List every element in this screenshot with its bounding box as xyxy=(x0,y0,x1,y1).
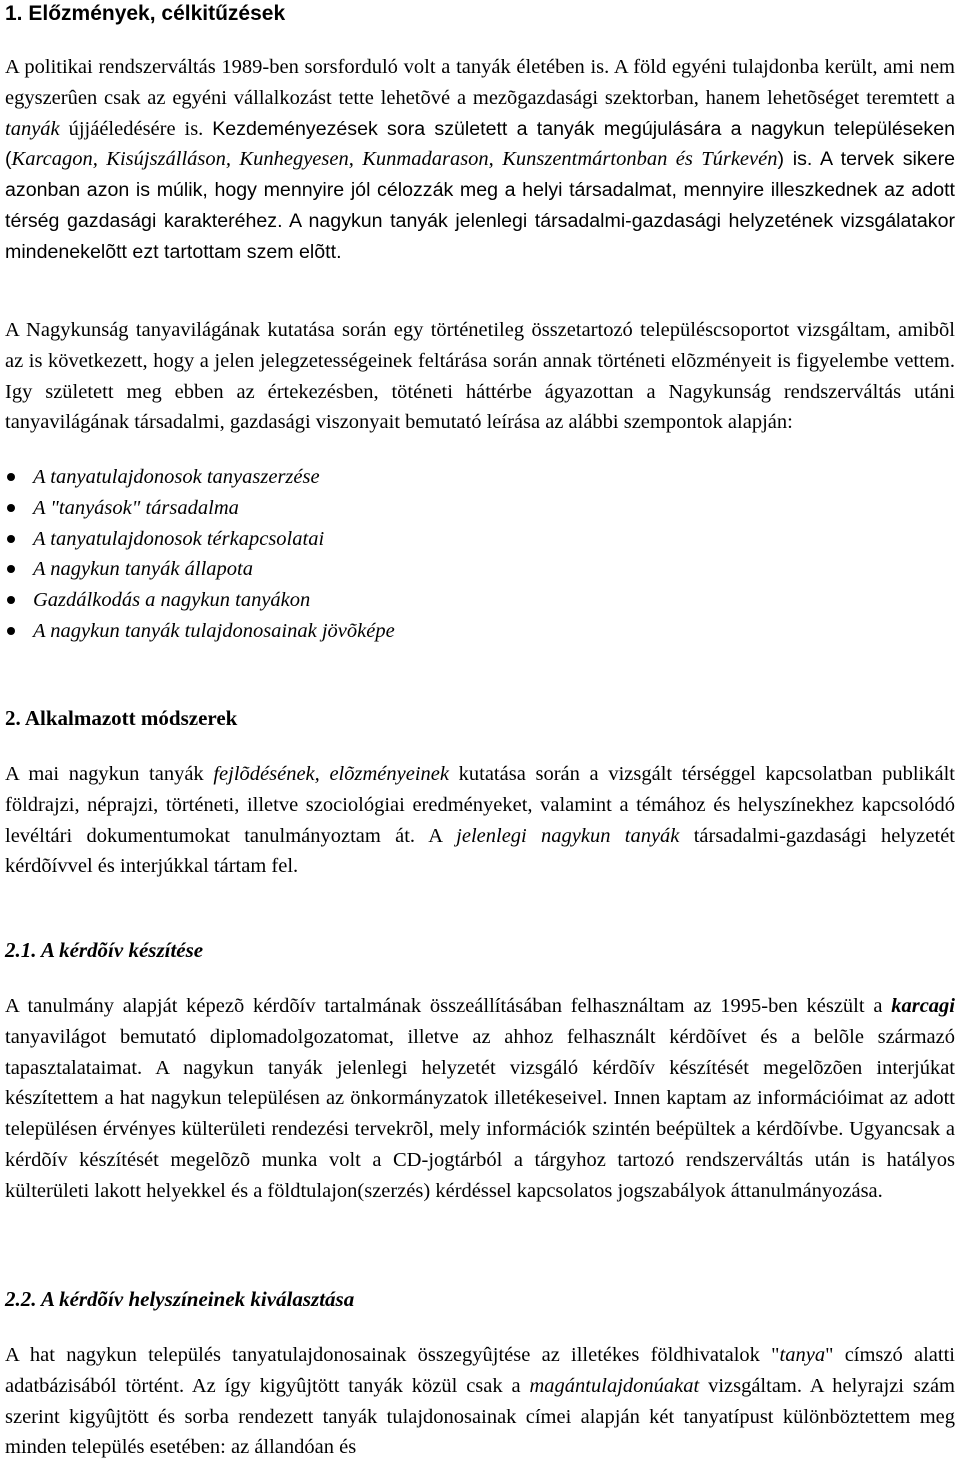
list-item-text: A tanyatulajdonosok térkapcsolatai xyxy=(33,527,325,550)
p1-text-1: A politikai rendszerváltás 1989-ben sorsforduló volt a tanyák életében is. A föld egyéni tulajdonba került, ami nem egyszerûen csak az egyéni vállalkozást tette lehetõvé a mezõgazdasági szektorban, hanem lehetõséget teremtett a xyxy=(5,56,955,109)
list-item-text: A nagykun tanyák állapota xyxy=(33,558,253,581)
list-item xyxy=(5,462,395,493)
s22-text-c: vizsgáltam. A helyrajzi szám szerint kigyûjtött és sorba rendezett tanyák tulajdonosainak címei alapján két tanyatípust különböztettem meg minden település esetében: az állandóan és xyxy=(5,1374,955,1459)
s21-bold-italic-karcagi: karcagi xyxy=(891,995,955,1017)
list-item xyxy=(5,493,395,524)
s21-text-a: A tanulmány alapját képezõ kérdõív tartalmának összeállításában felhasználtam az 1995-ben készült a xyxy=(5,995,892,1017)
s2p1-italic-b: jelenlegi nagykun tanyák xyxy=(456,824,680,847)
list-item-text: A nagykun tanyák tulajdonosainak jövõképe xyxy=(33,619,395,642)
bullet-icon xyxy=(7,627,15,635)
section-2-1-heading: 2.1. A kérdõív készítése xyxy=(5,938,204,962)
p1-text-2-main: Kezdeményezések sora született a tanyák megújulására a nagykun településeken ( xyxy=(5,117,955,171)
aspects-list xyxy=(5,462,395,647)
s22-italic-tanya: tanya xyxy=(779,1344,826,1366)
list-item xyxy=(5,554,395,585)
bullet-icon xyxy=(7,596,15,604)
list-item xyxy=(5,524,395,555)
list-item-text: Gazdálkodás a nagykun tanyákon xyxy=(33,589,311,612)
s2p1-text-a: A mai nagykun tanyák xyxy=(5,763,214,785)
section-2-2-paragraph xyxy=(5,1340,955,1463)
bullet-icon xyxy=(7,504,15,512)
p1-italic-tanyak: tanyák xyxy=(5,117,60,140)
s2p1-italic-a: fejlõdésének, elõzményeinek xyxy=(213,763,449,785)
bullet-icon xyxy=(7,473,15,481)
list-item-text: A tanyatulajdonosok tanyaszerzése xyxy=(33,466,320,488)
section-2-1-paragraph xyxy=(5,991,955,1207)
bullet-icon xyxy=(7,565,15,573)
s2p1-text-c: társadalmi-gazdasági helyzetét kérdõívvel és interjúkkal tártam fel. xyxy=(5,824,955,878)
p1-text-3: A tervek sikere azonban azon is múlik, hogy mennyire jól célozzák meg a helyi társadalmat, mennyire illeszkednek az adott térség gazdasági karakteréhez. A nagykun tanyák jelenlegi társadalmi-gazdasági helyzetének vizsgálatakor mindenekelõtt ezt tartottam szem elõtt. xyxy=(5,148,955,263)
section-2-2-heading: 2.2. A kérdõív helyszíneinek kiválasztása xyxy=(5,1287,355,1311)
s22-text-b: " címszó alatti adatbázisából történt. Az így kigyûjtött tanyák közül csak a xyxy=(5,1344,955,1397)
section-2-paragraph-1 xyxy=(5,759,955,882)
p1-italic-towns: Karcagon, Kisújszálláson, Kunhegyesen, Kunmadarason, Kunszentmártonban és Túrkevén xyxy=(11,148,778,171)
s2p1-text-b: kutatása során a vizsgált térséggel kapcsolatban publikált földrajzi, néprajzi, történeti, illetve szociológiai eredményeket, valamint a témához és helyszínekhez kapcsolódó levéltári dokumentumokat tanulmányoztam át. A xyxy=(5,763,955,847)
s22-text-a: A hat nagykun település tanyatulajdonosainak összegyûjtése az illetékes földhivatalok " xyxy=(5,1344,780,1366)
s21-text-b: tanyavilágot bemutató diplomadolgozatomat, illetve az ahhoz felhasznált kérdõívet és a belõle származó tapasztalataimat. A nagykun tanyák jelenlegi helyzetét vizsgáló kérdõív készítését megelõzõen interjúkat készítettem a hat nagykun településen az önkormányzatok illetékeseivel. Innen kaptam az információimat az adott településen érvényes külterületi rendezési tervekrõl, mely információk szintén beépültek a kérdõívbe. Ugyancsak a kérdõív készítését megelõzõ munka volt a CD-jogtárból a tárgyhoz tartozó rendszerváltás után is hatályos külterületi lakott helyekkel és a földtulajon(szerzés) kérdéssel kapcsolatos jogszabályok áttanulmányozása. xyxy=(5,1025,955,1202)
list-item xyxy=(5,585,395,616)
list-item xyxy=(5,616,395,647)
p1-text-1-end: újjáéledésére is. xyxy=(59,117,204,140)
list-item-text: A "tanyások" társadalma xyxy=(33,496,239,519)
section-1-heading: 1. Előzmények, célkitűzések xyxy=(5,2,286,25)
section-2-heading: 2. Alkalmazott módszerek xyxy=(5,706,238,730)
s22-italic-magantulajdonuakat: magántulajdonúakat xyxy=(529,1374,700,1397)
bullet-icon xyxy=(7,535,15,543)
section-1-paragraph-2: A Nagykunság tanyavilágának kutatása során egy történetileg összetartozó településcsoportot vizsgáltam, amibõl az is következett, hogy a jelen jelegzetességeinek feltárása során annak történeti elõzményeit is figyelembe vettem. Igy született meg ebben az értekezésben, töténeti háttérbe ágyazottan a Nagykunság rendszerváltás utáni tanyavilágának társadalmi, gazdasági viszonyait bemutató leírása az alábbi szempontok alapján: xyxy=(5,319,955,434)
p1-text-2-end: ) is. xyxy=(777,148,813,171)
section-1-paragraph-1 xyxy=(5,52,955,268)
